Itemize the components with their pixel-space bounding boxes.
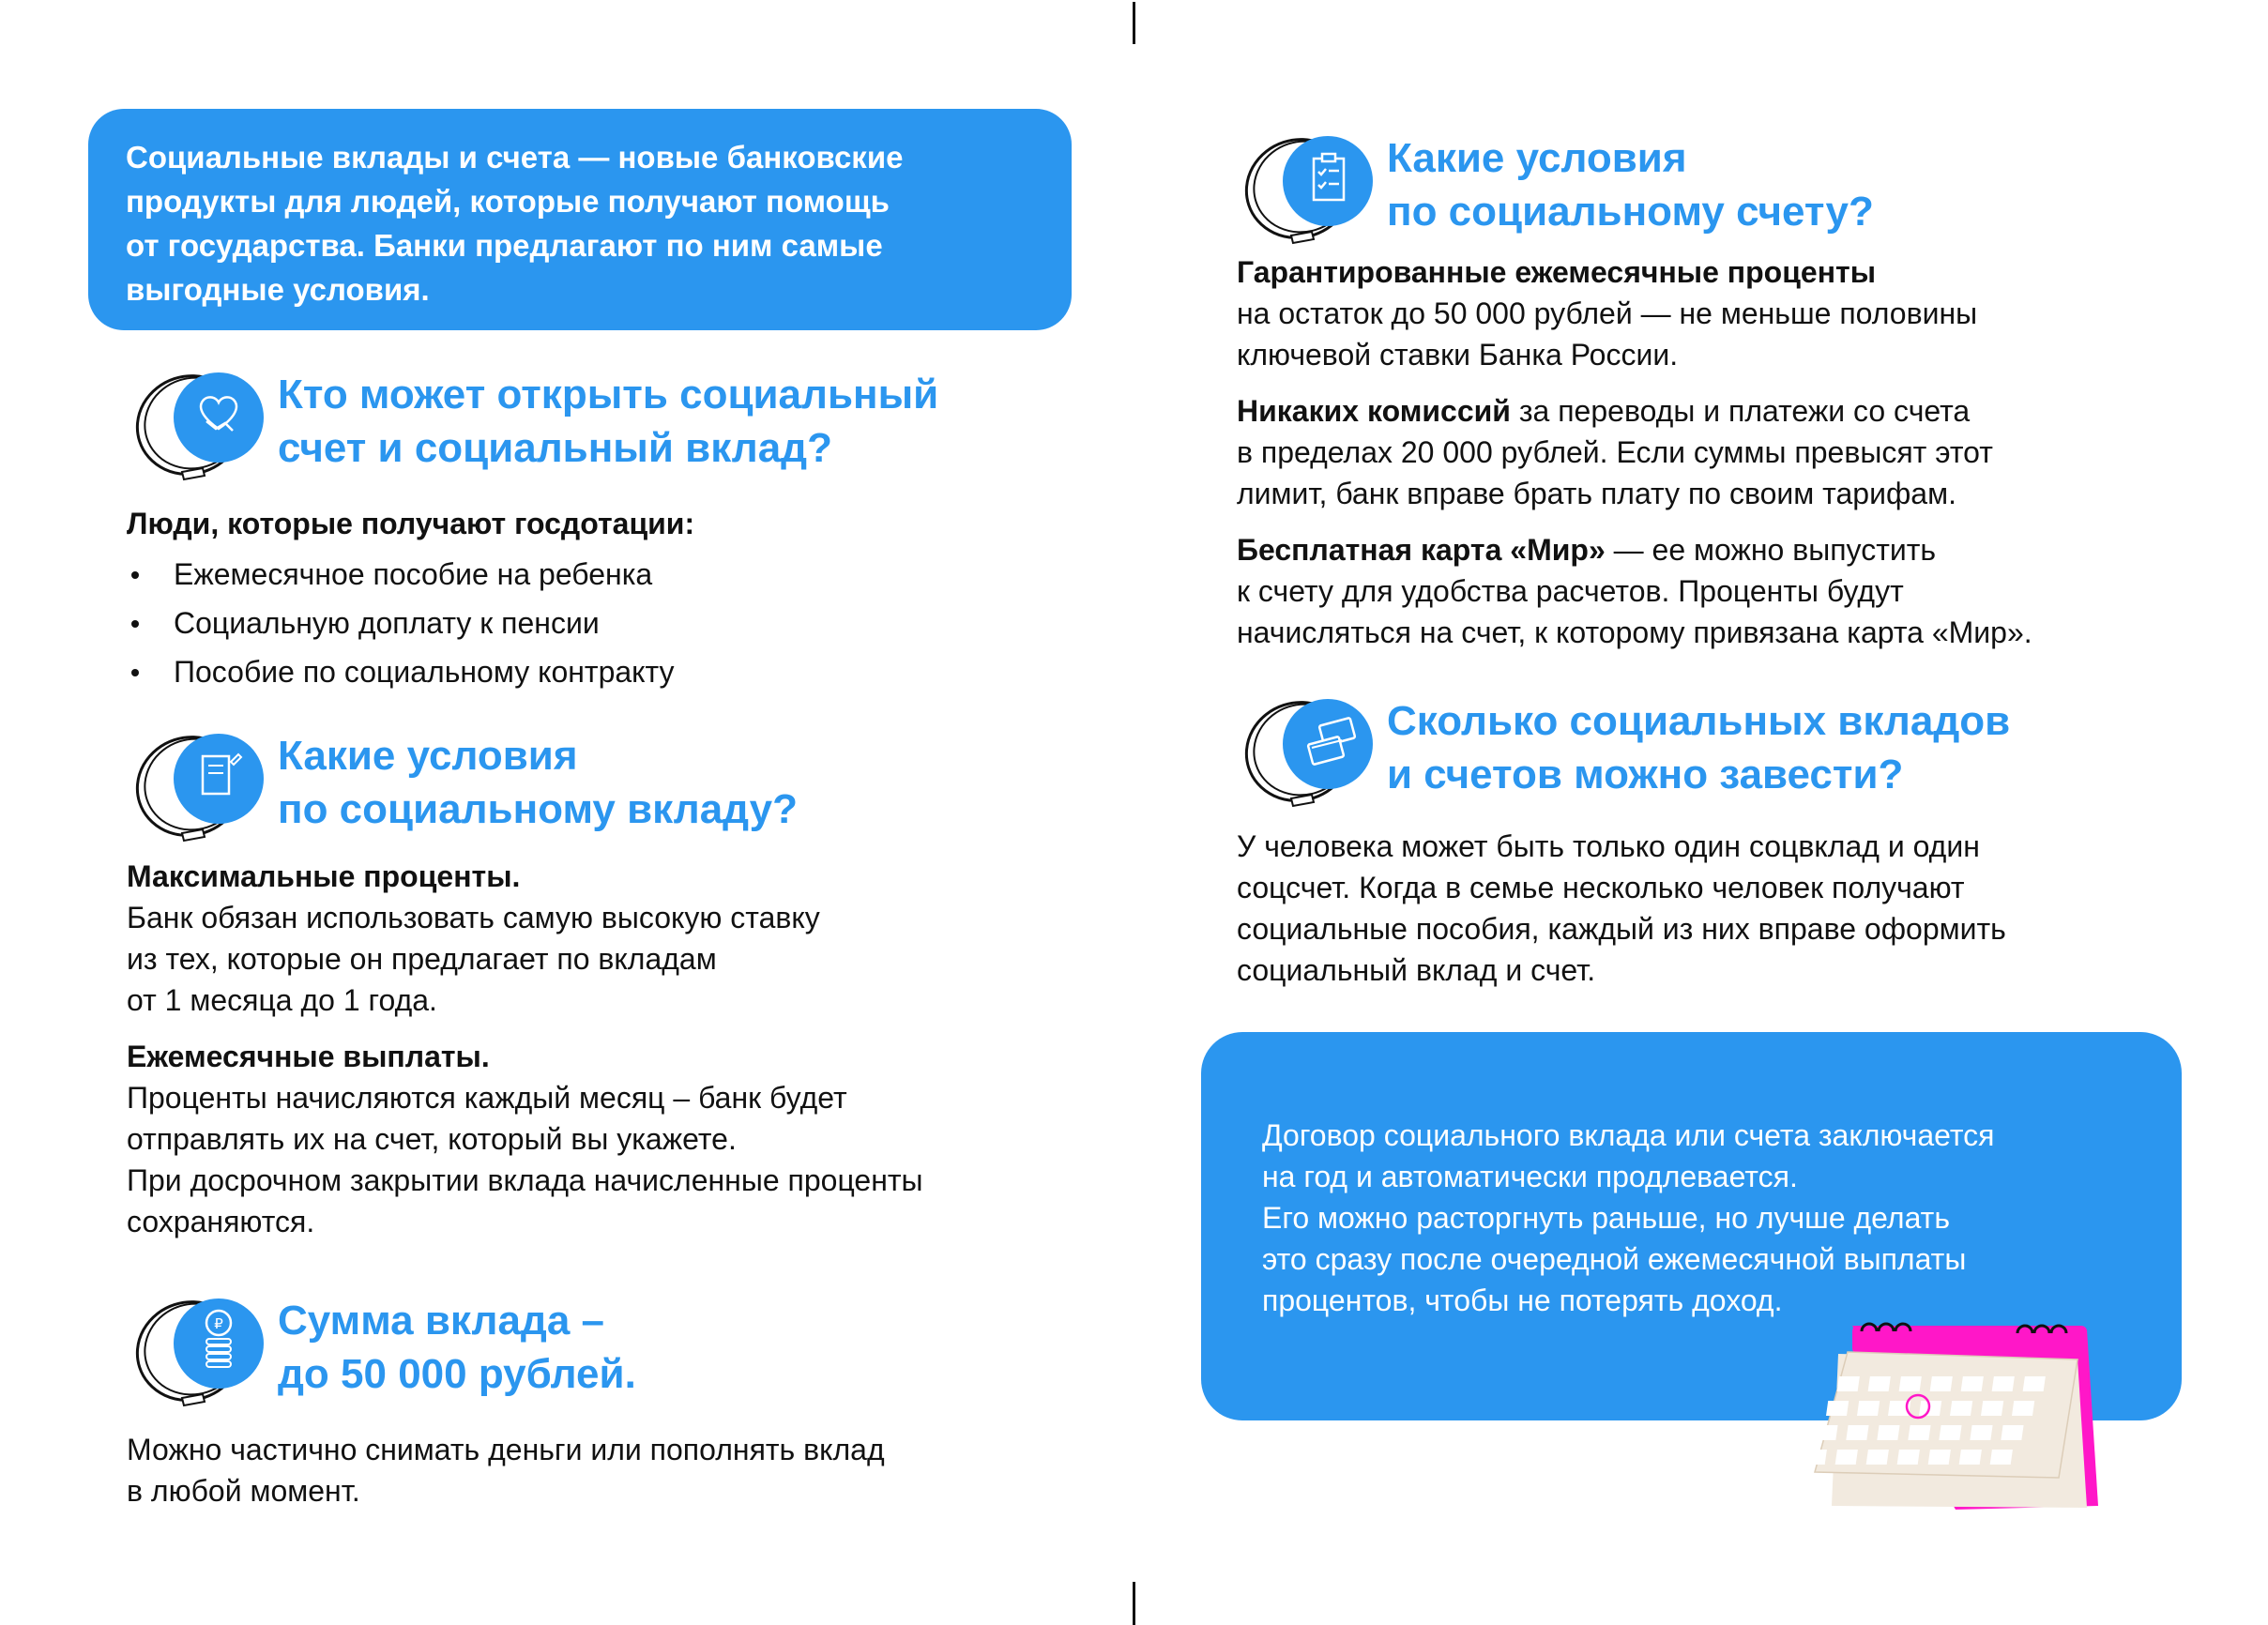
calendar-day-cell — [1815, 1425, 1837, 1440]
calendar-day-cell — [2012, 1401, 2034, 1416]
intro-text: Социальные вклады и счета — новые банковские продукты для людей, которые получают помощь от государства. Банки предлагают по ним самые выгодные условия. — [126, 140, 904, 307]
calendar-day-cell — [1804, 1450, 1827, 1465]
section-deposit-terms-body: Максимальные проценты. Банк обязан использовать самую высокую ставку из тех, которые он предлагает по вкладам от 1 месяца до 1 года. Ежемесячные выплаты. Проценты начисляются каждый месяц – банк будет отправлять их на счет, который вы укажете. При досрочном закрытии вклада начисленные проценты сохраняются. — [127, 856, 923, 1242]
section-account-terms-header — [1237, 127, 1874, 249]
calendar-day-cell — [1897, 1450, 1920, 1465]
calendar-day-cell — [1866, 1450, 1889, 1465]
handshake-heart-icon — [128, 363, 268, 485]
deposit-term-title: Ежемесячные выплаты. — [127, 1040, 490, 1073]
calendar-day-cell — [1939, 1425, 1961, 1440]
list-item: Ежемесячное пособие на ребенка — [127, 550, 694, 599]
calendar-day-cell — [1981, 1401, 2003, 1416]
calendar-day-cell — [1908, 1425, 1930, 1440]
calendar-day-cell — [1928, 1450, 1951, 1465]
section-account-terms-body: Гарантированные ежемесячные проценты на остаток до 50 000 рублей — не меньше половины ключевой ставки Банка России. Никаких комиссий за переводы и платежи со счета в пределах 20 000 рублей. Если суммы превысят этот лимит, банк вправе брать плату по своим тарифам. Бесплатная карта «Мир» — ее можно выпустить к счету для удобства расчетов. Проценты будут начисляться на счет, к которому привязана карта «Мир». — [1237, 255, 2032, 649]
section-who-body — [127, 503, 694, 696]
calendar-day-cell — [1857, 1401, 1880, 1416]
svg-text:₽: ₽ — [214, 1315, 223, 1332]
calendar-day-cell — [1826, 1401, 1849, 1416]
section-amount-body: Можно частично снимать деньги или пополнять вклад в любой момент. — [127, 1433, 885, 1508]
calendar-day-cell — [1950, 1401, 1972, 1416]
calendar-day-cell — [1919, 1401, 1941, 1416]
calendar-day-cell — [1837, 1376, 1860, 1391]
ruble-coin-stack-icon — [128, 1289, 268, 1411]
calendar-day-cell — [2001, 1425, 2023, 1440]
bank-cards-icon — [1237, 690, 1378, 812]
list-item: Социальную доплату к пенсии — [127, 599, 694, 647]
calendar-day-cell — [1961, 1376, 1984, 1391]
calendar-day-cell — [1868, 1376, 1891, 1391]
eligibility-list — [127, 550, 694, 696]
intro-callout — [88, 109, 1072, 330]
deposit-term-title: Максимальные проценты. — [127, 859, 521, 893]
calendar-day-cell — [1990, 1450, 2013, 1465]
calendar-day-cell — [1930, 1376, 1953, 1391]
section-who-header — [128, 363, 938, 485]
calendar-day-cell — [1959, 1450, 1982, 1465]
calendar-day-cell — [1992, 1376, 2015, 1391]
section-how-many-body: У человека может быть только один соцвклад и один соцсчет. Когда в семье несколько человек получают социальные пособия, каждый из них вправе оформить социальный вклад и счет. — [1237, 829, 2006, 987]
section-account-terms-heading: Какие условия по социальному счету? — [1387, 135, 1874, 235]
signed-document-icon — [128, 724, 268, 846]
calendar-icon — [1796, 1309, 2106, 1539]
calendar-day-cell — [1877, 1425, 1899, 1440]
section-how-many-header — [1237, 690, 2010, 812]
contract-note-text: Договор социального вклада или счета заключается на год и автоматически продлевается. Его можно расторгнуть раньше, но лучше делать это сразу после очередной ежемесячной выплаты процентов, чтобы не потерять доход. — [1262, 1118, 1995, 1317]
fold-mark-top — [1133, 2, 1135, 44]
section-deposit-terms-heading: Какие условия по социальному вкладу? — [278, 733, 798, 832]
fold-mark-bottom — [1133, 1582, 1135, 1625]
who-lead: Люди, которые получают госдотации: — [127, 507, 695, 540]
section-who-heading: Кто может открыть социальный счет и социальный вклад? — [278, 372, 939, 471]
calendar-day-cell — [2023, 1376, 2046, 1391]
list-item: Пособие по социальному контракту — [127, 647, 694, 696]
calendar-day-cell — [1899, 1376, 1922, 1391]
section-amount-heading: Сумма вклада – до 50 000 рублей. — [278, 1298, 636, 1397]
calendar-day-cell — [1970, 1425, 1992, 1440]
clipboard-checklist-icon — [1237, 127, 1378, 249]
section-amount-header — [128, 1289, 636, 1411]
calendar-day-cell — [1846, 1425, 1868, 1440]
section-how-many-heading: Сколько социальных вкладов и счетов можно завести? — [1387, 698, 2011, 797]
section-deposit-terms-header — [128, 724, 798, 846]
calendar-day-cell — [1835, 1450, 1858, 1465]
